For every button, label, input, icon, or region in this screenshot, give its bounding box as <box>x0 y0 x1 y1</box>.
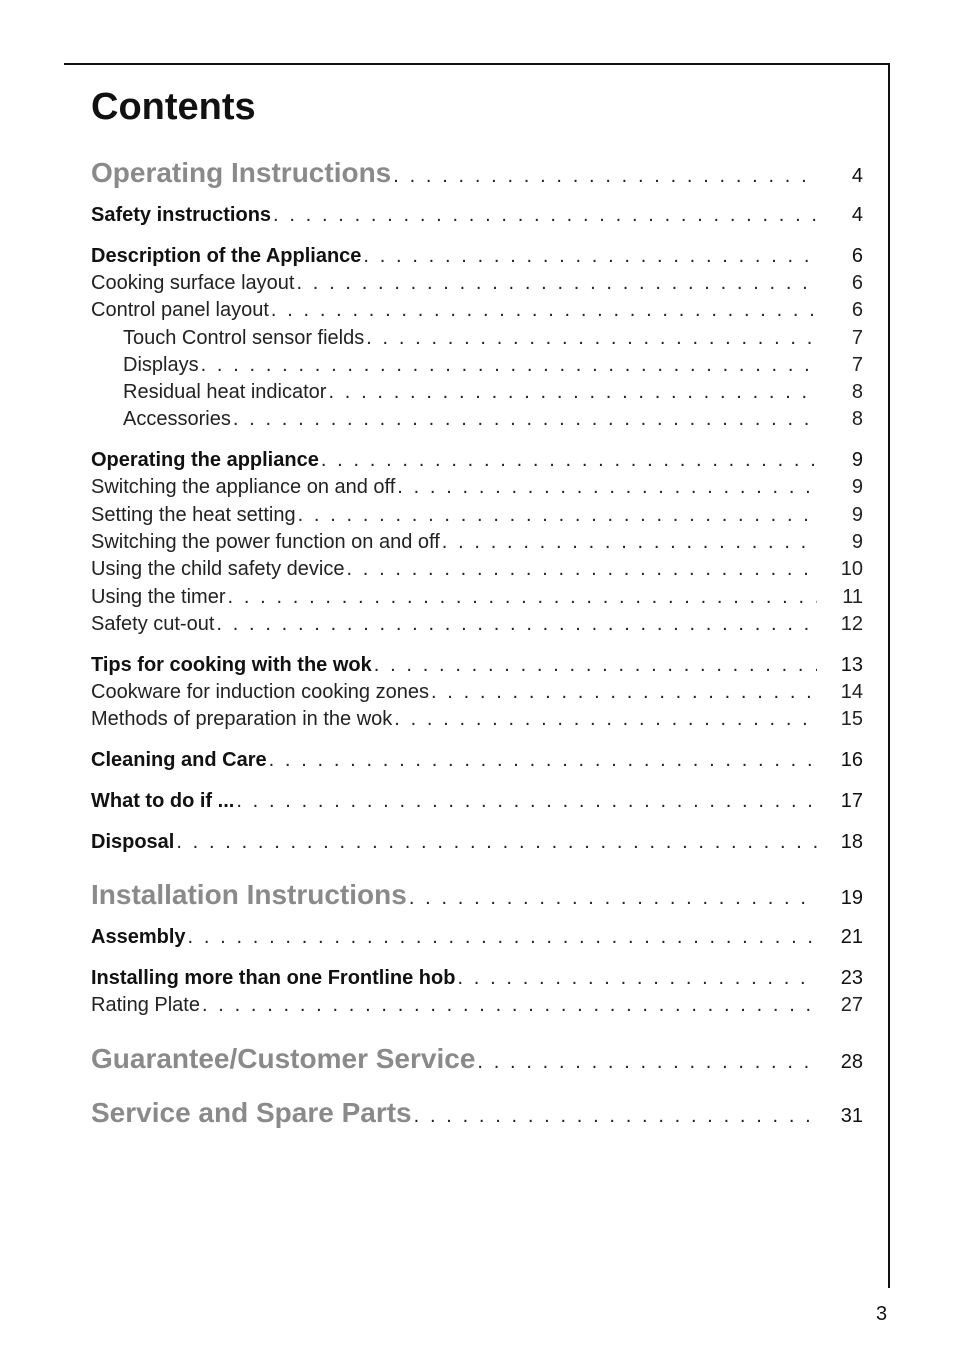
toc-entry[interactable] <box>91 613 863 636</box>
toc-page: 21 <box>840 926 863 948</box>
dot-leader <box>395 476 817 499</box>
toc-label: Cleaning and Care <box>91 749 267 771</box>
toc-label: Setting the heat setting <box>91 504 296 526</box>
dot-leader <box>412 1105 817 1128</box>
toc-subentry[interactable] <box>91 408 863 431</box>
toc-chapter[interactable] <box>91 749 863 772</box>
dot-leader <box>475 1051 817 1074</box>
dot-leader <box>391 165 817 188</box>
toc-label: Guarantee/Customer Service <box>91 1043 476 1074</box>
dot-leader <box>455 967 817 990</box>
dot-leader <box>294 272 817 295</box>
toc-label: Assembly <box>91 926 186 948</box>
toc-page: 9 <box>851 531 863 553</box>
dot-leader <box>429 681 817 704</box>
toc-label: Rating Plate <box>91 994 200 1016</box>
toc-page: 18 <box>840 831 863 853</box>
toc-page: 12 <box>840 613 863 635</box>
toc-section[interactable] <box>91 157 863 189</box>
toc-entry[interactable] <box>91 476 863 499</box>
toc-chapter[interactable] <box>91 204 863 227</box>
toc-label: Cookware for induction cooking zones <box>91 681 429 703</box>
table-of-contents <box>91 0 863 1352</box>
toc-section[interactable] <box>91 879 863 911</box>
page-title: Contents <box>91 86 256 128</box>
toc-label: Operating Instructions <box>91 157 392 188</box>
dot-leader <box>271 204 817 227</box>
toc-label: Installation Instructions <box>91 879 407 910</box>
dot-leader <box>361 245 817 268</box>
toc-label: Accessories <box>123 408 231 430</box>
toc-page: 9 <box>851 476 863 498</box>
toc-page: 31 <box>840 1105 863 1127</box>
toc-page: 9 <box>851 449 863 471</box>
toc-page: 27 <box>840 994 863 1016</box>
toc-label: Safety instructions <box>91 204 272 226</box>
toc-entry[interactable] <box>91 681 863 704</box>
dot-leader <box>269 299 817 322</box>
toc-label: Residual heat indicator <box>123 381 327 403</box>
toc-label: Using the child safety device <box>91 558 345 580</box>
toc-entry[interactable] <box>91 558 863 581</box>
dot-leader <box>296 504 817 527</box>
toc-label: Description of the Appliance <box>91 245 362 267</box>
toc-page: 8 <box>851 381 863 403</box>
dot-leader <box>267 749 817 772</box>
toc-page: 10 <box>840 558 863 580</box>
toc-page: 6 <box>851 245 863 267</box>
toc-chapter[interactable] <box>91 831 863 854</box>
dot-leader <box>372 654 817 677</box>
toc-page: 28 <box>840 1051 863 1073</box>
dot-leader <box>319 449 817 472</box>
toc-entry[interactable] <box>91 586 863 609</box>
toc-label: What to do if ... <box>91 790 235 812</box>
toc-page: 19 <box>840 887 863 909</box>
dot-leader <box>199 354 817 377</box>
toc-entry[interactable] <box>91 504 863 527</box>
toc-page: 4 <box>851 165 863 187</box>
toc-chapter[interactable] <box>91 967 863 990</box>
toc-label: Control panel layout <box>91 299 269 321</box>
toc-page: 6 <box>851 272 863 294</box>
dot-leader <box>344 558 817 581</box>
toc-label: Safety cut-out <box>91 613 215 635</box>
dot-leader <box>226 586 818 609</box>
toc-label: Switching the appliance on and off <box>91 476 396 498</box>
toc-chapter[interactable] <box>91 449 863 472</box>
toc-label: Displays <box>123 354 199 376</box>
toc-page: 11 <box>842 586 863 608</box>
toc-page: 16 <box>840 749 863 771</box>
toc-label: Touch Control sensor fields <box>123 327 365 349</box>
toc-subentry[interactable] <box>91 381 863 404</box>
toc-page: 8 <box>851 408 863 430</box>
toc-page: 17 <box>840 790 863 812</box>
toc-entry[interactable] <box>91 994 863 1017</box>
toc-entry[interactable] <box>91 708 863 731</box>
toc-page: 6 <box>851 299 863 321</box>
toc-chapter[interactable] <box>91 245 863 268</box>
dot-leader <box>200 994 817 1017</box>
toc-entry[interactable] <box>91 299 863 322</box>
toc-page: 23 <box>840 967 863 989</box>
dot-leader <box>326 381 817 404</box>
dot-leader <box>392 708 817 731</box>
toc-subentry[interactable] <box>91 354 863 377</box>
toc-chapter[interactable] <box>91 926 863 949</box>
toc-label: Using the timer <box>91 586 226 608</box>
toc-page: 7 <box>851 327 863 349</box>
toc-chapter[interactable] <box>91 654 863 677</box>
dot-leader <box>407 887 817 910</box>
toc-label: Disposal <box>91 831 175 853</box>
dot-leader <box>231 408 817 431</box>
toc-chapter[interactable] <box>91 790 863 813</box>
toc-page: 7 <box>851 354 863 376</box>
dot-leader <box>364 327 817 350</box>
right-rule <box>888 63 890 1288</box>
dot-leader <box>174 831 817 854</box>
toc-page: 4 <box>851 204 863 226</box>
toc-section[interactable] <box>91 1097 863 1129</box>
toc-label: Switching the power function on and off <box>91 531 440 553</box>
toc-page: 9 <box>851 504 863 526</box>
toc-page: 15 <box>840 708 863 730</box>
toc-label: Operating the appliance <box>91 449 319 471</box>
toc-label: Service and Spare Parts <box>91 1097 412 1128</box>
toc-label: Installing more than one Frontline hob <box>91 967 456 989</box>
dot-leader <box>214 613 817 636</box>
toc-label: Cooking surface layout <box>91 272 295 294</box>
toc-subentry[interactable] <box>91 327 863 350</box>
toc-label: Tips for cooking with the wok <box>91 654 372 676</box>
toc-page: 13 <box>840 654 863 676</box>
page-number: 3 <box>876 1303 888 1325</box>
toc-entry[interactable] <box>91 531 863 554</box>
toc-entry[interactable] <box>91 272 863 295</box>
dot-leader <box>234 790 817 813</box>
toc-label: Methods of preparation in the wok <box>91 708 393 730</box>
toc-page: 14 <box>840 681 863 703</box>
toc-section[interactable] <box>91 1043 863 1075</box>
dot-leader <box>186 926 818 949</box>
dot-leader <box>440 531 817 554</box>
